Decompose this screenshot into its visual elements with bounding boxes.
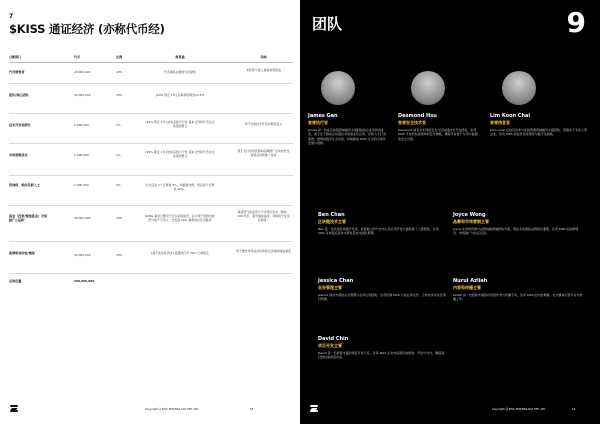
- row-ratio: 1%: [116, 153, 121, 157]
- copyright-text: Copyright ＠ KISS TECHNOLOGY PTE. LTD.: [145, 408, 200, 411]
- column-header-description: 简易描: [175, 55, 185, 59]
- member-name: Desmond Hsu: [398, 113, 437, 119]
- member-role: 业务管理主管: [318, 285, 342, 290]
- row-amount: 1,000,000: [74, 153, 89, 157]
- page-title: $KISS 通证经济 (亦称代币经): [9, 22, 165, 36]
- member-name: Joyce Wong: [453, 212, 486, 218]
- allocation-table: [9, 53, 293, 290]
- member-name: David Chin: [318, 336, 349, 342]
- page-number: 7: [9, 13, 14, 20]
- row-ratio: 16%: [116, 216, 123, 220]
- column-header-tokens: 代币: [74, 55, 81, 59]
- member-role: 项目开发主管: [318, 343, 342, 348]
- member-bio: Koon Chai 在信息技术与系统管理领域拥有丰富经验，曾服务于多家大型企业，负责 KISS 的信息系统建设与数字化战略。: [490, 128, 587, 137]
- column-header-ratio: 比例: [116, 55, 123, 59]
- avatar: [502, 71, 536, 105]
- avatar: [411, 71, 445, 105]
- row-details: 用于支付市场营销和品牌推广活动的开支 营销活动和推广成本: [237, 149, 290, 157]
- team-member-card: [318, 336, 446, 360]
- row-description: 生态启动 1个月释放 6%，余额按比例，然后每个月释放 10%。: [145, 183, 215, 191]
- member-name: Ben Chan: [318, 212, 345, 218]
- row-description: $KISS 基金主要用于生态系统建设，其中用于奖励池的部分每个月设立一次发放 20% 提供给社区贡献者: [145, 214, 215, 222]
- member-bio: Ben 是一位资深区块链开发者，在智能合约与去中心化应用开发方面积累了大量经验，负责 KISS 区块链底层技术研发及技术团队管理。: [318, 227, 439, 236]
- row-ratio: 20%: [116, 70, 123, 74]
- member-role: 品牌和市场营销主管: [453, 219, 489, 224]
- page-label: 19: [572, 408, 576, 411]
- table-row: [9, 114, 293, 144]
- row-details: 保留部分基金用于不可预见需求（例如：100 代币、紧急储备基金、持续用于社区发展等）: [237, 210, 290, 222]
- team-member-card: [398, 113, 478, 141]
- copyright-text: Copyright ＠ KISS TECHNOLOGY PTE. LTD.: [492, 408, 547, 411]
- kiss-logo-icon: [310, 405, 318, 412]
- avatar: [321, 71, 355, 105]
- right-page: [300, 0, 600, 424]
- row-amount: 16,000,000: [74, 216, 91, 220]
- row-name: 基金（投资/储备基金）及奖励/"公益和": [9, 214, 48, 222]
- member-role: 内容和传播主管: [453, 285, 481, 290]
- member-bio: David 是一名经验丰富的项目开发专家，负责 KISS 生态内各项目的规划、开发与交付，确保项目按时高质量完成。: [318, 351, 445, 360]
- team-member-card: [318, 212, 446, 236]
- column-header-details: 详细: [260, 55, 267, 59]
- team-member-card: [453, 212, 583, 236]
- table-row: [9, 63, 293, 84]
- member-role: 首席执行官: [308, 120, 328, 125]
- member-name: Lim Koon Chai: [490, 113, 531, 119]
- row-amount: 200,000,000: [74, 279, 95, 283]
- row-name: 团队/核心团队: [9, 93, 29, 97]
- row-name: 市场营销成本: [9, 153, 28, 157]
- row-description: 代币销售总额的代币销售: [164, 70, 196, 74]
- row-description: [20% 锁定 1年] 后每季度释放12.5%: [155, 93, 205, 97]
- row-name: 总供应量: [9, 279, 22, 283]
- member-name: Jessica Chan: [318, 278, 354, 284]
- member-bio: Azliah 是一位经验丰富的内容创作者与传播专家，负责 KISS 的内容策略、社交媒体运营与对外传播工作。: [453, 293, 583, 302]
- table-row: [9, 206, 293, 242]
- member-role: 首席安全技术官: [398, 120, 426, 125]
- page-title: 团队: [312, 15, 343, 33]
- kiss-logo-icon: [10, 405, 18, 412]
- team-member-card: [490, 113, 588, 137]
- page-label: 18: [250, 408, 254, 411]
- row-description: [基于流动性需求] 流通性代币 30% 已被锁定: [151, 251, 209, 255]
- team-member-card: [453, 278, 583, 302]
- member-bio: Jessica 拥有丰富的企业管理与业务运营经验，负责统筹 KISS 日常业务运作、合作伙伴关系及项目管理。: [318, 293, 446, 302]
- column-header-allocation: 分配部门: [9, 55, 22, 59]
- row-description: [20% 锁定 1年] 结束后按月分发 基本合约和代币生态系统的整合: [145, 150, 215, 158]
- member-name: Nurul Azliah: [453, 278, 488, 284]
- row-amount: 2,000,000: [74, 183, 89, 187]
- row-name: 代币销售者: [9, 70, 25, 74]
- row-details: 用于维护市场流动性和稳定价格的储备基金: [236, 249, 291, 253]
- row-amount: 1,000,000: [74, 123, 89, 127]
- row-ratio: 30%: [116, 253, 123, 257]
- row-name: 咨询师、顾问及新人士: [9, 183, 40, 187]
- table-row-total: [9, 274, 293, 290]
- row-details: 未售部分进入基金或奖励池: [246, 68, 281, 72]
- row-description: [20% 锁定 1年] 结束后按月分发 基本合约和代币生态系统的整合: [145, 120, 215, 128]
- table-header: [9, 53, 293, 63]
- table-row: [9, 176, 293, 206]
- member-bio: James 是一位在区块链领域拥有丰富经验的企业家和创业者。他专注于推动区块链技术的商业化应用，并致力于打造高效、透明的数字生态系统，持续推动 KISS 生态的全球化发展与创新。: [308, 128, 387, 145]
- member-role: 首席信息官: [490, 120, 510, 125]
- row-details: 用于支持技术开发和研究投入: [244, 122, 283, 126]
- team-member-card: [318, 278, 446, 302]
- table-row: [9, 144, 293, 176]
- row-name: 技术开发和研究: [9, 123, 31, 127]
- row-amount: 30,000,000: [74, 253, 91, 257]
- row-ratio: 30%: [116, 93, 123, 97]
- page-number: 9: [566, 6, 586, 39]
- row-ratio: 1%: [116, 123, 121, 127]
- team-member-card: [308, 113, 388, 145]
- row-ratio: 2%: [116, 183, 121, 187]
- member-name: James Gan: [308, 113, 338, 119]
- member-bio: Desmond 拥有多年网络安全与区块链技术开发经验，负责 KISS 平台的系统架构和安全策略，确保平台资产与用户数据的安全可靠。: [398, 128, 478, 141]
- table-row: [9, 242, 293, 274]
- member-bio: Joyce 在市场营销与品牌战略领域经验丰富，曾在多家国际品牌担任要职，负责 KISS 的品牌建设、市场推广与社区运营。: [453, 227, 579, 236]
- row-name: 能够和流动性/储备: [9, 251, 35, 255]
- row-amount: 30,000,000: [74, 93, 91, 97]
- row-amount: 20,000,000: [74, 70, 91, 74]
- member-role: 区块链技术主管: [318, 219, 346, 224]
- table-row: [9, 84, 293, 114]
